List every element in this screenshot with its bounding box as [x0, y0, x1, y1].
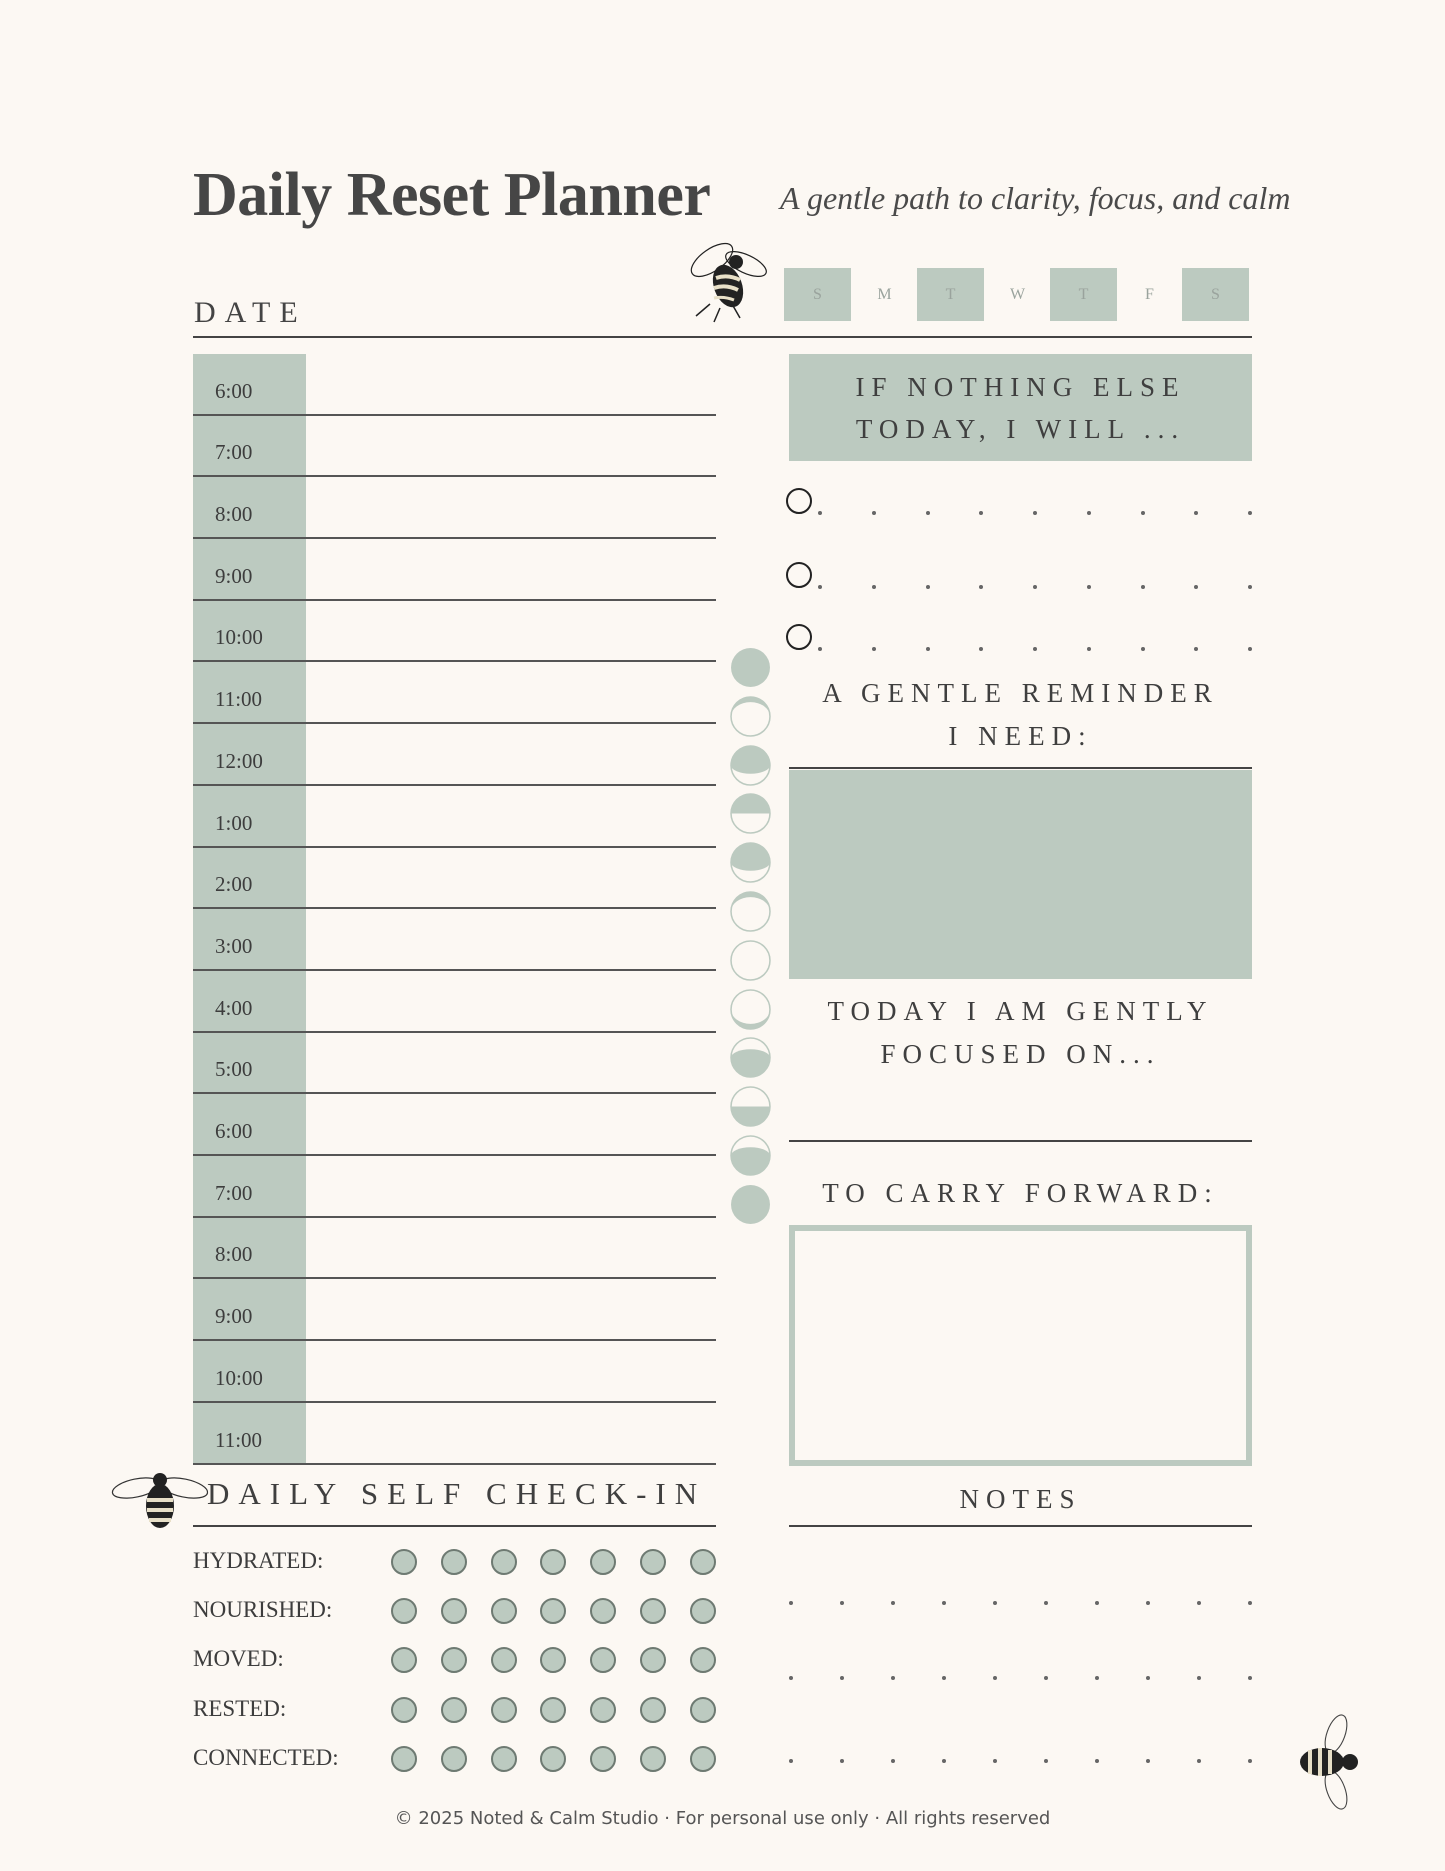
time-label: 5:00 — [215, 1057, 253, 1082]
moon-waning-gibbous-icon[interactable] — [730, 1037, 771, 1078]
check-in-dot[interactable] — [491, 1697, 517, 1723]
check-in-dot[interactable] — [540, 1746, 566, 1772]
check-in-dot[interactable] — [690, 1598, 716, 1624]
footer-text: © 2025 Noted & Calm Studio · For personal use only · All rights reserved — [394, 1808, 1051, 1829]
dot — [1194, 585, 1198, 589]
check-in-dot[interactable] — [690, 1647, 716, 1673]
priorities-heading — [789, 354, 1252, 461]
time-slot[interactable] — [193, 971, 716, 1033]
dot — [1248, 511, 1252, 515]
check-in-dot[interactable] — [491, 1549, 517, 1575]
day-toggle[interactable]: S — [784, 268, 851, 321]
check-in-dot[interactable] — [441, 1697, 467, 1723]
checkbox-circle[interactable] — [786, 562, 812, 588]
check-in-dot[interactable] — [491, 1746, 517, 1772]
check-in-label: RESTED: — [193, 1696, 287, 1721]
check-in-dot[interactable] — [640, 1598, 666, 1624]
dot — [1194, 647, 1198, 651]
time-label: 11:00 — [215, 687, 263, 712]
dot — [1087, 511, 1091, 515]
day-toggle[interactable]: T — [1050, 268, 1117, 321]
priority-item[interactable] — [786, 622, 1252, 652]
dot — [1141, 647, 1145, 651]
check-in-dot[interactable] — [540, 1647, 566, 1673]
dot — [789, 1759, 793, 1763]
focus-heading — [789, 990, 1252, 1076]
check-in-dot[interactable] — [441, 1746, 467, 1772]
check-in-dot[interactable] — [391, 1549, 417, 1575]
moon-waning-crescent-icon[interactable] — [730, 1135, 771, 1176]
check-in-dot[interactable] — [640, 1549, 666, 1575]
dot — [926, 647, 930, 651]
time-label: 10:00 — [215, 625, 263, 650]
day-toggle[interactable]: W — [1009, 285, 1026, 303]
priorities-heading-line2: TODAY, I WILL ... — [855, 413, 1186, 444]
priority-item[interactable] — [786, 560, 1252, 590]
check-in-dot[interactable] — [441, 1598, 467, 1624]
check-in-title: DAILY SELF CHECK-IN — [207, 1476, 707, 1511]
moon-full-icon[interactable] — [730, 940, 771, 981]
check-in-dot[interactable] — [391, 1647, 417, 1673]
time-label: 6:00 — [215, 378, 253, 403]
moon-waxing-gibbous-icon[interactable] — [730, 891, 771, 932]
time-slot[interactable] — [193, 416, 716, 478]
time-label: 7:00 — [215, 1180, 253, 1205]
dot — [1248, 585, 1252, 589]
check-in-dot[interactable] — [491, 1647, 517, 1673]
dot — [979, 511, 983, 515]
day-toggle[interactable]: F — [1145, 285, 1154, 303]
notes-dotted-line[interactable] — [789, 1601, 1252, 1605]
date-line[interactable] — [193, 336, 1252, 338]
dot — [818, 585, 822, 589]
time-label: 6:00 — [215, 1119, 253, 1144]
dot — [1248, 1676, 1252, 1680]
dot — [1146, 1676, 1150, 1680]
time-slot[interactable] — [193, 663, 716, 725]
time-label: 7:00 — [215, 440, 253, 465]
dot — [872, 511, 876, 515]
checkbox-circle[interactable] — [786, 624, 812, 650]
dot — [1087, 647, 1091, 651]
dot — [840, 1759, 844, 1763]
dot — [1197, 1759, 1201, 1763]
time-slot[interactable] — [193, 848, 716, 910]
time-slot[interactable] — [193, 1218, 716, 1280]
check-in-dot[interactable] — [590, 1746, 616, 1772]
dot — [1095, 1759, 1099, 1763]
check-in-dot[interactable] — [690, 1746, 716, 1772]
dot — [1095, 1676, 1099, 1680]
carry-forward-box[interactable] — [789, 1225, 1252, 1466]
dot — [891, 1676, 895, 1680]
dot — [1146, 1759, 1150, 1763]
moon-waxing-crescent-icon[interactable] — [730, 745, 771, 786]
notes-rule — [789, 1525, 1252, 1527]
date-label: DATE — [194, 296, 307, 329]
dot — [840, 1601, 844, 1605]
time-slot[interactable] — [193, 539, 716, 601]
dot — [942, 1759, 946, 1763]
dotted-line — [812, 511, 1252, 515]
check-in-dot[interactable] — [640, 1746, 666, 1772]
time-label: 9:00 — [215, 563, 253, 588]
notes-dotted-line[interactable] — [789, 1676, 1252, 1680]
bee-icon — [110, 1466, 210, 1542]
day-toggle[interactable]: M — [877, 285, 892, 303]
check-in-dots — [391, 1746, 716, 1772]
reminder-box[interactable] — [789, 770, 1252, 979]
time-slot[interactable] — [193, 477, 716, 539]
time-label: 8:00 — [215, 1242, 253, 1267]
check-in-rule — [193, 1525, 716, 1527]
check-in-dot[interactable] — [491, 1598, 517, 1624]
dot — [1194, 511, 1198, 515]
check-in-dot[interactable] — [590, 1598, 616, 1624]
priority-item[interactable] — [786, 486, 1252, 516]
check-in-dot[interactable] — [640, 1647, 666, 1673]
moon-waxing-gibbous-icon[interactable] — [730, 842, 771, 883]
bee-icon — [680, 234, 776, 330]
moon-waxing-crescent-icon[interactable] — [730, 696, 771, 737]
check-in-dot[interactable] — [391, 1598, 417, 1624]
check-in-label: HYDRATED: — [193, 1548, 324, 1573]
dot — [1141, 585, 1145, 589]
dot — [818, 511, 822, 515]
check-in-dot[interactable] — [640, 1697, 666, 1723]
dot — [993, 1601, 997, 1605]
time-label: 9:00 — [215, 1304, 253, 1329]
priorities-heading-line1: IF NOTHING ELSE — [855, 371, 1186, 402]
time-slot[interactable] — [193, 601, 716, 663]
dot — [818, 647, 822, 651]
time-slot[interactable] — [193, 909, 716, 971]
focus-heading-line1: TODAY I AM GENTLY — [827, 996, 1214, 1026]
dot — [942, 1676, 946, 1680]
day-toggle[interactable]: S — [1182, 268, 1249, 321]
check-in-dot[interactable] — [441, 1647, 467, 1673]
dot — [1044, 1676, 1048, 1680]
dot — [1141, 511, 1145, 515]
dot — [891, 1759, 895, 1763]
dot — [1248, 647, 1252, 651]
check-in-dots — [391, 1549, 716, 1575]
check-in-dot[interactable] — [441, 1549, 467, 1575]
check-in-dot[interactable] — [540, 1549, 566, 1575]
dot — [926, 585, 930, 589]
reminder-heading-line2: I NEED: — [948, 721, 1093, 751]
focus-line[interactable] — [789, 1140, 1252, 1142]
page-subtitle: A gentle path to clarity, focus, and calm — [780, 180, 1291, 216]
time-label: 10:00 — [215, 1365, 263, 1390]
checkbox-circle[interactable] — [786, 488, 812, 514]
check-in-dots — [391, 1598, 716, 1624]
time-slot[interactable] — [193, 724, 716, 786]
dot — [979, 585, 983, 589]
dot — [1044, 1601, 1048, 1605]
day-toggle[interactable]: T — [917, 268, 984, 321]
focus-heading-line2: FOCUSED ON... — [880, 1039, 1161, 1069]
dot — [993, 1759, 997, 1763]
moon-first-quarter-icon[interactable] — [730, 793, 771, 834]
dot — [1197, 1676, 1201, 1680]
check-in-dot[interactable] — [690, 1549, 716, 1575]
dot — [872, 647, 876, 651]
dot — [979, 647, 983, 651]
check-in-dots — [391, 1697, 716, 1723]
notes-dotted-line[interactable] — [789, 1759, 1252, 1763]
time-label: 3:00 — [215, 933, 253, 958]
check-in-dot[interactable] — [391, 1697, 417, 1723]
check-in-label: NOURISHED: — [193, 1597, 333, 1622]
time-slot[interactable] — [193, 1280, 716, 1342]
moon-last-quarter-icon[interactable] — [730, 1086, 771, 1127]
time-label: 11:00 — [215, 1427, 263, 1452]
dotted-line — [812, 585, 1252, 589]
check-in-dot[interactable] — [540, 1598, 566, 1624]
reminder-heading-line1: A GENTLE REMINDER — [822, 678, 1219, 708]
time-label: 8:00 — [215, 502, 253, 527]
dot — [840, 1676, 844, 1680]
notes-heading: NOTES — [959, 1484, 1082, 1514]
dot — [872, 585, 876, 589]
dot — [891, 1601, 895, 1605]
moon-waning-gibbous-icon[interactable] — [730, 989, 771, 1030]
time-slot[interactable] — [193, 1341, 716, 1403]
dot — [1248, 1759, 1252, 1763]
moon-new-icon[interactable] — [730, 647, 771, 688]
time-slot[interactable] — [193, 354, 716, 416]
time-slot[interactable] — [193, 1094, 716, 1156]
dot — [1095, 1601, 1099, 1605]
dot — [789, 1676, 793, 1680]
check-in-dot[interactable] — [391, 1746, 417, 1772]
check-in-label: MOVED: — [193, 1646, 284, 1671]
dot — [1248, 1601, 1252, 1605]
page-title: Daily Reset Planner — [193, 161, 711, 229]
time-label: 12:00 — [215, 748, 263, 773]
dot — [942, 1601, 946, 1605]
time-slot[interactable] — [193, 1403, 716, 1465]
dot — [1033, 647, 1037, 651]
time-slot[interactable] — [193, 1033, 716, 1095]
dot — [1087, 585, 1091, 589]
bee-icon — [1288, 1712, 1368, 1816]
dot — [1197, 1601, 1201, 1605]
reminder-heading — [789, 672, 1252, 758]
time-label: 1:00 — [215, 810, 253, 835]
time-label: 4:00 — [215, 995, 253, 1020]
dot — [993, 1676, 997, 1680]
check-in-dot[interactable] — [690, 1697, 716, 1723]
dot — [1044, 1759, 1048, 1763]
check-in-dot[interactable] — [590, 1697, 616, 1723]
moon-waning-crescent-icon[interactable] — [730, 1184, 771, 1225]
check-in-dots — [391, 1647, 716, 1673]
time-slot[interactable] — [193, 1156, 716, 1218]
check-in-dot[interactable] — [590, 1647, 616, 1673]
dot — [1033, 585, 1037, 589]
dot — [789, 1601, 793, 1605]
reminder-rule — [789, 767, 1252, 769]
check-in-dot[interactable] — [590, 1549, 616, 1575]
dotted-line — [812, 647, 1252, 651]
time-slot[interactable] — [193, 786, 716, 848]
dot — [1146, 1601, 1150, 1605]
time-label: 2:00 — [215, 872, 253, 897]
carry-forward-heading: TO CARRY FORWARD: — [822, 1178, 1219, 1208]
check-in-dot[interactable] — [540, 1697, 566, 1723]
dot — [1033, 511, 1037, 515]
check-in-label: CONNECTED: — [193, 1745, 339, 1770]
dot — [926, 511, 930, 515]
